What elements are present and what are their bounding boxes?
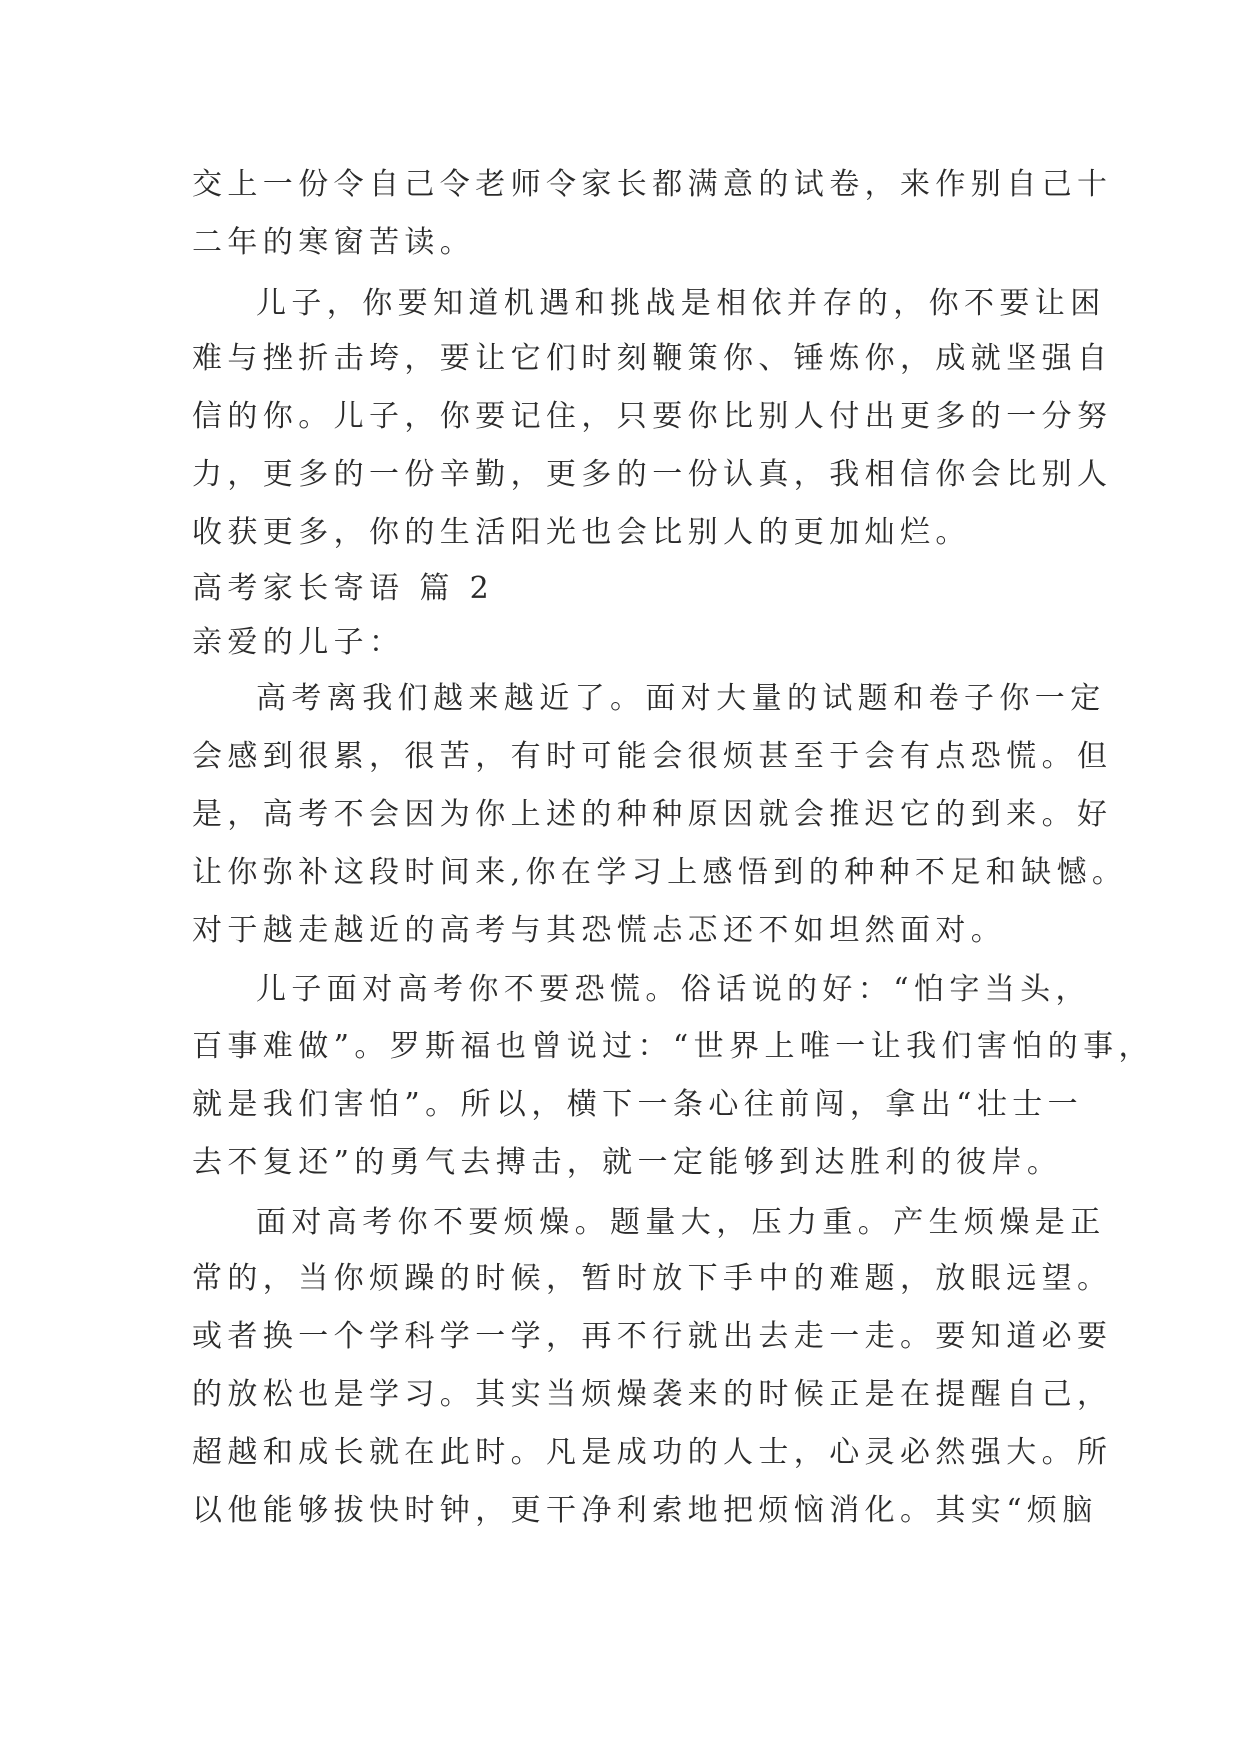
text-line: 交上一份令自己令老师令家长都满意的试卷，来作别自己十 — [192, 167, 1113, 202]
text-line: 是，高考不会因为你上述的种种原因就会推迟它的到来。好 — [192, 797, 1113, 832]
text-line: 信的你。儿子，你要记住，只要你比别人付出更多的一分努 — [192, 399, 1113, 434]
text-line: 超越和成长就在此时。凡是成功的人士，心灵必然强大。所 — [192, 1435, 1113, 1470]
text-line: 去不复还”的勇气去搏击，就一定能够到达胜利的彼岸。 — [192, 1145, 1063, 1180]
paragraph-first-line: 儿子，你要知道机遇和挑战是相依并存的，你不要让困 — [256, 286, 1106, 321]
text-line: 就是我们害怕”。所以，横下一条心往前闯，拿出“壮士一 — [192, 1087, 1084, 1122]
text-line: 会感到很累，很苦，有时可能会很烦甚至于会有点恐慌。但 — [192, 739, 1113, 774]
text-line: 让你弥补这段时间来,你在学习上感悟到的种种不足和缺憾。 — [192, 855, 1128, 890]
text-line: 难与挫折击垮，要让它们时刻鞭策你、锤炼你，成就坚强自 — [192, 341, 1113, 376]
text-line: 以他能够拔快时钟，更干净利索地把烦恼消化。其实“烦脑 — [192, 1493, 1098, 1528]
salutation: 亲爱的儿子： — [192, 625, 405, 660]
text-line: 二年的寒窗苦读。 — [192, 225, 476, 260]
text-line: 或者换一个学科学一学，再不行就出去走一走。要知道必要 — [192, 1319, 1113, 1354]
paragraph-first-line: 高考离我们越来越近了。面对大量的试题和卷子你一定 — [256, 681, 1106, 716]
text-line: 力，更多的一份辛勤，更多的一份认真，我相信你会比别人 — [192, 457, 1113, 492]
text-line: 对于越走越近的高考与其恐慌忐忑还不如坦然面对。 — [192, 913, 1007, 948]
text-line: 收获更多，你的生活阳光也会比别人的更加灿烂。 — [192, 515, 971, 550]
text-line: 百事难做”。罗斯福也曾说过：“世界上唯一让我们害怕的事， — [192, 1029, 1154, 1064]
paragraph-first-line: 面对高考你不要烦燥。题量大，压力重。产生烦燥是正 — [256, 1205, 1106, 1240]
section-heading: 高考家长寄语 篇 2 — [192, 571, 495, 606]
text-line: 常的，当你烦躁的时候，暂时放下手中的难题，放眼远望。 — [192, 1261, 1113, 1296]
text-line: 的放松也是学习。其实当烦燥袭来的时候正是在提醒自己， — [192, 1377, 1113, 1412]
paragraph-first-line: 儿子面对高考你不要恐慌。俗话说的好：“怕字当头， — [256, 972, 1091, 1007]
